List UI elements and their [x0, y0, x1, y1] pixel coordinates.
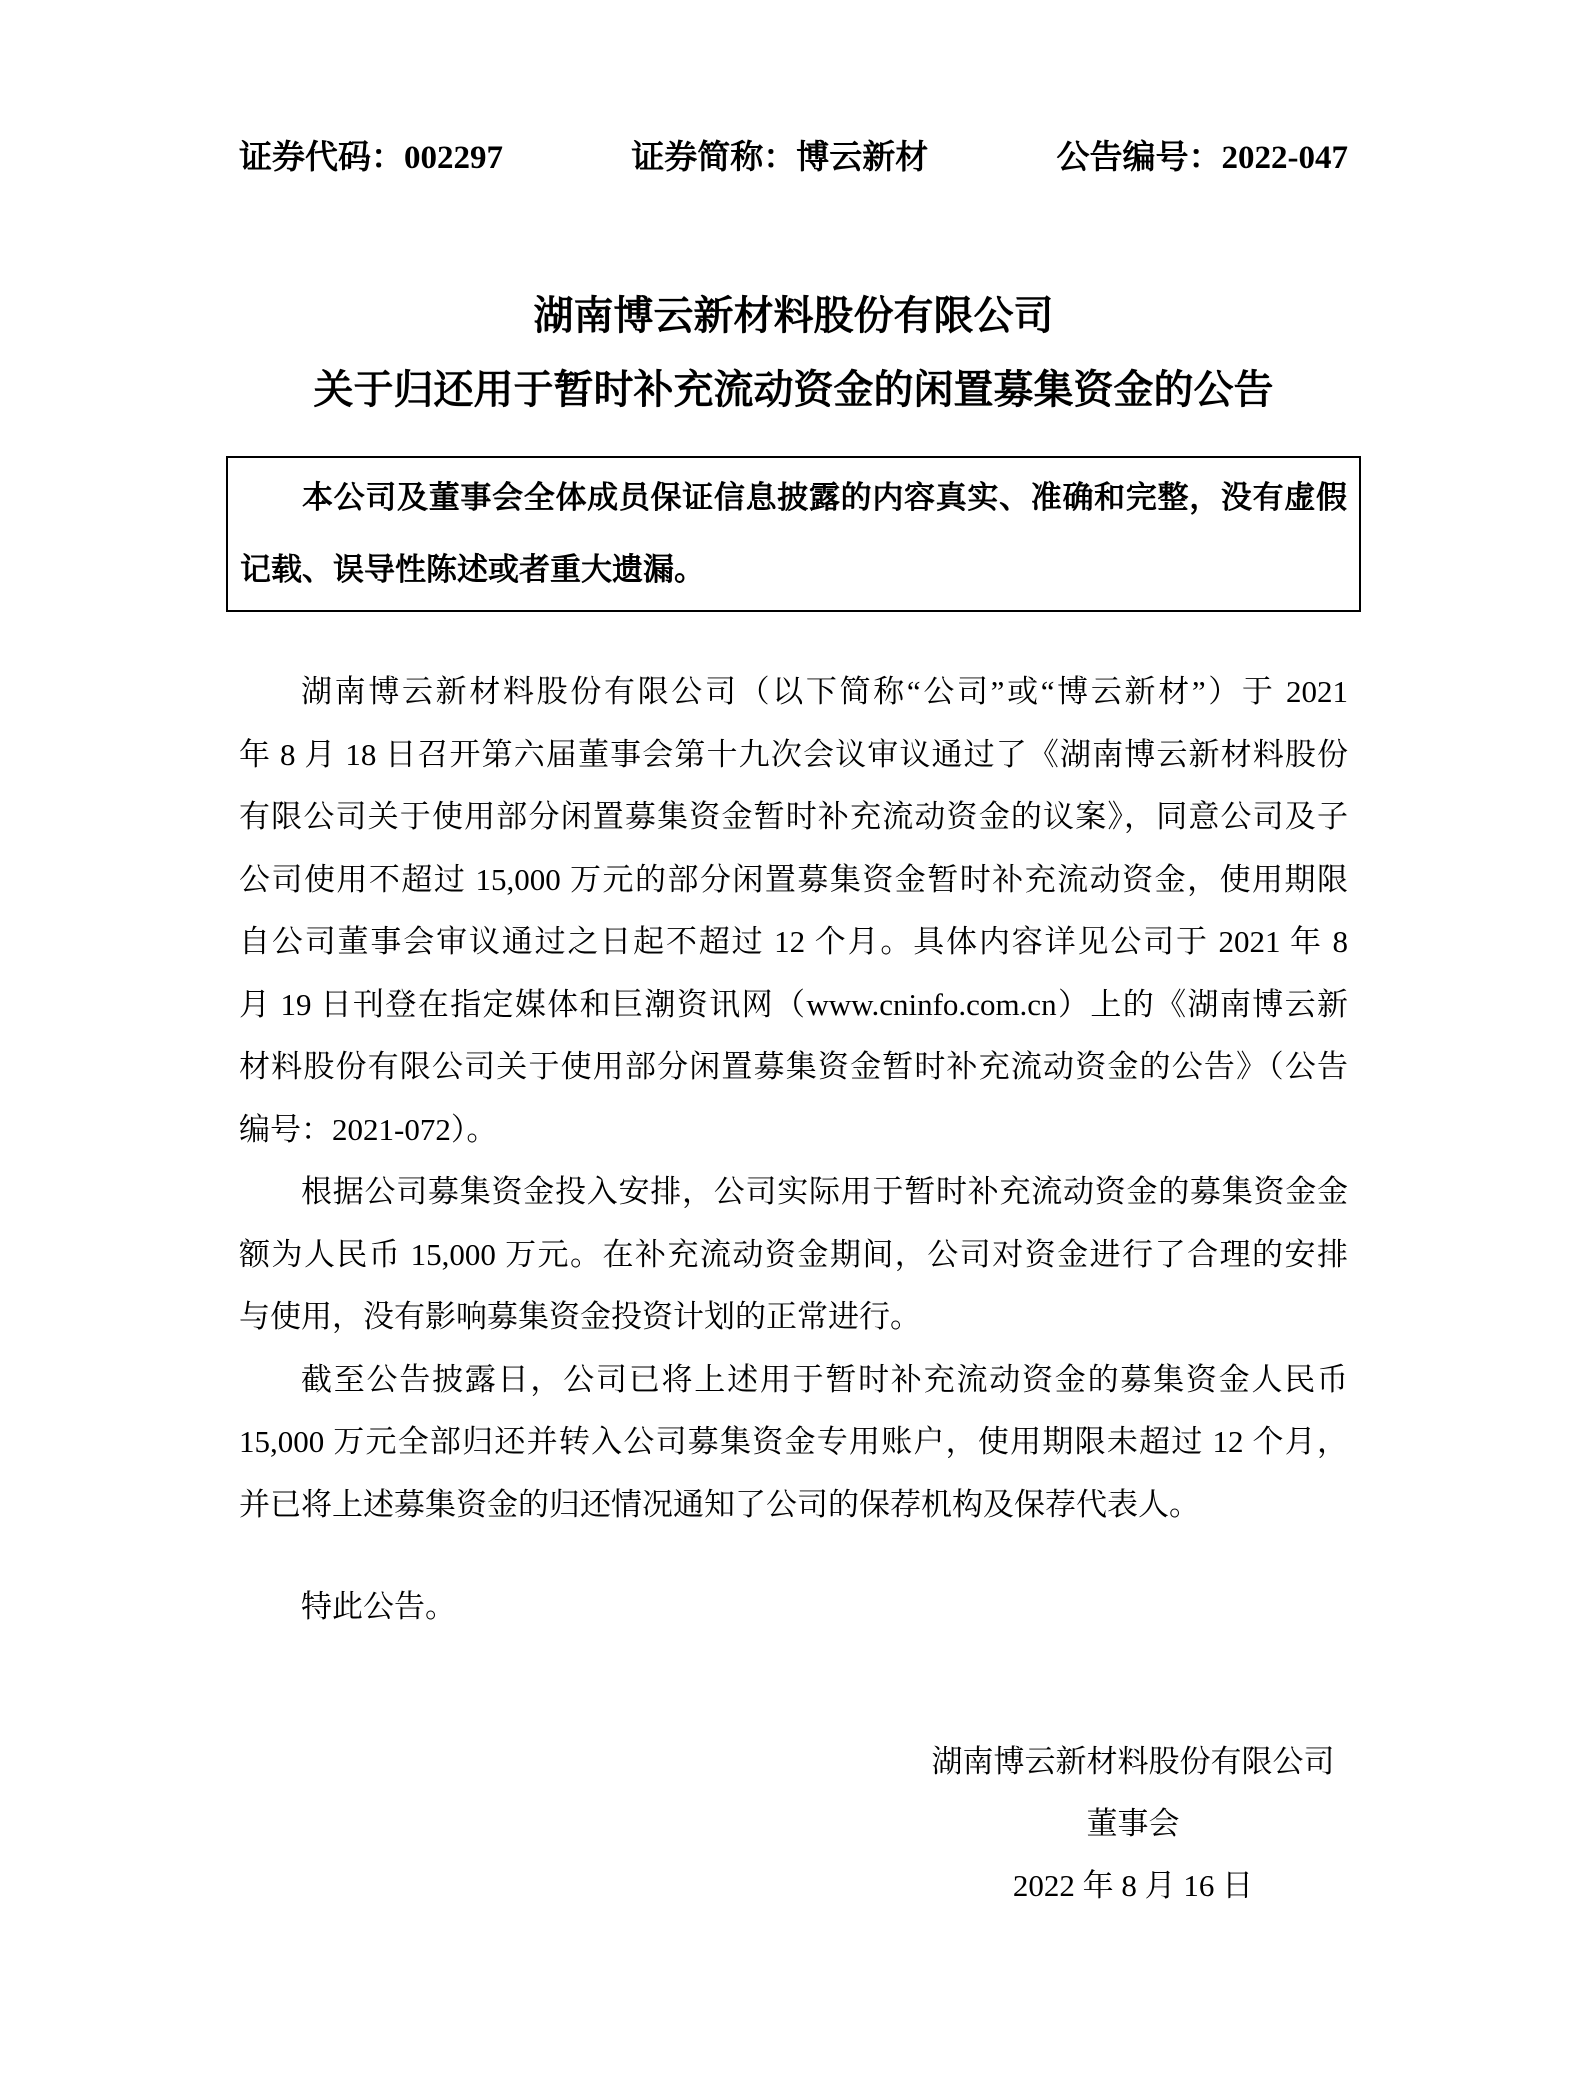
body-text [239, 661, 1348, 1536]
body-line: 公司使用不超过 15,000 万元的部分闲置募集资金暂时补充流动资金，使用期限 [239, 861, 1348, 897]
body-line: 自公司董事会审议通过之日起不超过 12 个月。具体内容详见公司于 2021 年 8 [239, 924, 1348, 959]
document-header [239, 138, 1348, 178]
body-line: 15,000 万元全部归还并转入公司募集资金专用账户，使用期限未超过 12 个月， [239, 1424, 1348, 1459]
body-line: 材料股份有限公司关于使用部分闲置募集资金暂时补充流动资金的公告》（公告 [239, 1049, 1348, 1084]
body-line: 湖南博云新材料股份有限公司（以下简称“公司”或“博云新材”）于 2021 [301, 674, 1348, 709]
title-company-name: 湖南博云新材料股份有限公司 [533, 293, 1054, 338]
stock-short-name: 证券简称：博云新材 [631, 140, 929, 176]
signature-block [923, 1731, 1343, 1917]
body-line: 月 19 日刊登在指定媒体和巨潮资讯网（www.cninfo.com.cn）上的《湖南博云新 [239, 986, 1348, 1022]
disclaimer-line: 记载、误导性陈述或者重大遗漏。 [240, 552, 705, 587]
body-line: 额为人民币 15,000 万元。在补充流动资金期间，公司对资金进行了合理的安排 [239, 1236, 1348, 1272]
body-paragraph-3 [239, 1349, 1348, 1537]
signature-company: 湖南博云新材料股份有限公司 [931, 1743, 1335, 1779]
body-line: 根据公司募集资金投入安排，公司实际用于暂时补充流动资金的募集资金金 [301, 1174, 1348, 1209]
signature-board: 董事会 [1086, 1805, 1180, 1841]
closing-statement: 特此公告。 [301, 1589, 456, 1624]
disclaimer-box [226, 456, 1361, 612]
title-subject: 关于归还用于暂时补充流动资金的闲置募集资金的公告 [313, 367, 1274, 412]
body-line: 与使用，没有影响募集资金投资计划的正常进行。 [239, 1299, 921, 1334]
page-title [239, 279, 1348, 427]
body-line: 年 8 月 18 日召开第六届董事会第十九次会议审议通过了《湖南博云新材料股份 [239, 736, 1348, 772]
body-line: 编号：2021-072）。 [239, 1111, 498, 1147]
page-content [239, 138, 1348, 1917]
body-paragraph-1 [239, 661, 1348, 1161]
stock-code: 证券代码：002297 [239, 140, 503, 176]
signature-date: 2022 年 8 月 16 日 [1012, 1867, 1254, 1903]
body-line: 并已将上述募集资金的归还情况通知了公司的保荐机构及保荐代表人。 [239, 1486, 1200, 1522]
body-line: 截至公告披露日，公司已将上述用于暂时补充流动资金的募集资金人民币 [301, 1361, 1348, 1397]
body-paragraph-2 [239, 1161, 1348, 1349]
disclaimer-line: 本公司及董事会全体成员保证信息披露的内容真实、准确和完整，没有虚假 [302, 480, 1347, 515]
announcement-number: 公告编号：2022-047 [1056, 140, 1348, 176]
body-line: 有限公司关于使用部分闲置募集资金暂时补充流动资金的议案》，同意公司及子 [239, 799, 1348, 834]
